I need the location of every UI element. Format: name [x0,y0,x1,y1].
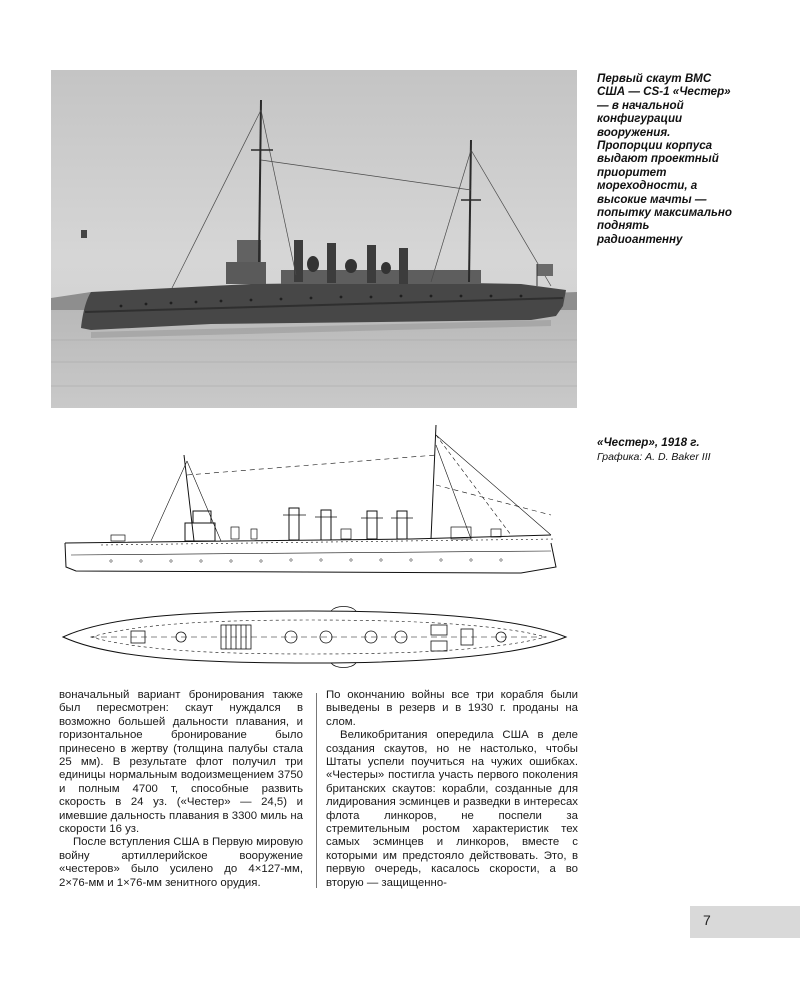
drawing-credit: Графика: A. D. Baker III [597,451,711,464]
paragraph: воначальный вариант бронирования также был пересмотрен: скаут нуждался в возможно большей дальности плавания, и горизонтальное бронирование было принесено в жертву (толщина палубы стала 25 мм). В результате флот получил три единицы нормальным водоизмещением 3750 и полным 4700 т, способные развить скорость в 24 уз. («Честер» — 24,5) и имевшие дальность плавания в 3300 миль на скорости 16 уз. [59,689,303,836]
drawing-caption [597,436,737,465]
text-column-right [326,689,578,890]
paragraph: Великобритания опередила США в деле создания скаутов, но не настолько, чтобы Штаты успели поучиться на чужих ошибках. «Честеры» постигла участь первого поколения британских скаутов: корабли, созданные для лидирования эсминцев и разведки в интересах флота линкоров, не поспели за стремительным ростом характеристик тех самых эсминцев и линкоров, вместе с которыми им предстояло действовать. Это, в первую очередь, касалось скорости, а во вторую — защищенно- [326,729,578,889]
paragraph: По окончанию войны все три корабля были выведены в резерв и в 1930 г. проданы на слом. [326,689,578,728]
ship-plan-drawing [51,415,591,685]
drawing-caption-title: «Честер», 1918 г. [597,436,700,449]
ship-photo [51,70,577,408]
ship-photo-image [51,70,577,408]
paragraph: После вступления США в Первую мировую войну артиллерийское вооружение «честеров» было усилено до 4×127-мм, 2×76-мм и 1×76-мм зенитного орудия. [59,836,303,889]
ship-plan-image [51,415,591,685]
photo-caption: Первый скаут ВМС США — CS-1 «Честер» — в начальной конфигурации вооружения. Пропорции корпуса выдают проектный приоритет мореходности, а высокие мачты — попытку максимально поднять радиоантенну [597,72,732,246]
page-number: 7 [703,912,711,928]
column-divider [316,693,317,888]
text-column-left [59,689,303,890]
